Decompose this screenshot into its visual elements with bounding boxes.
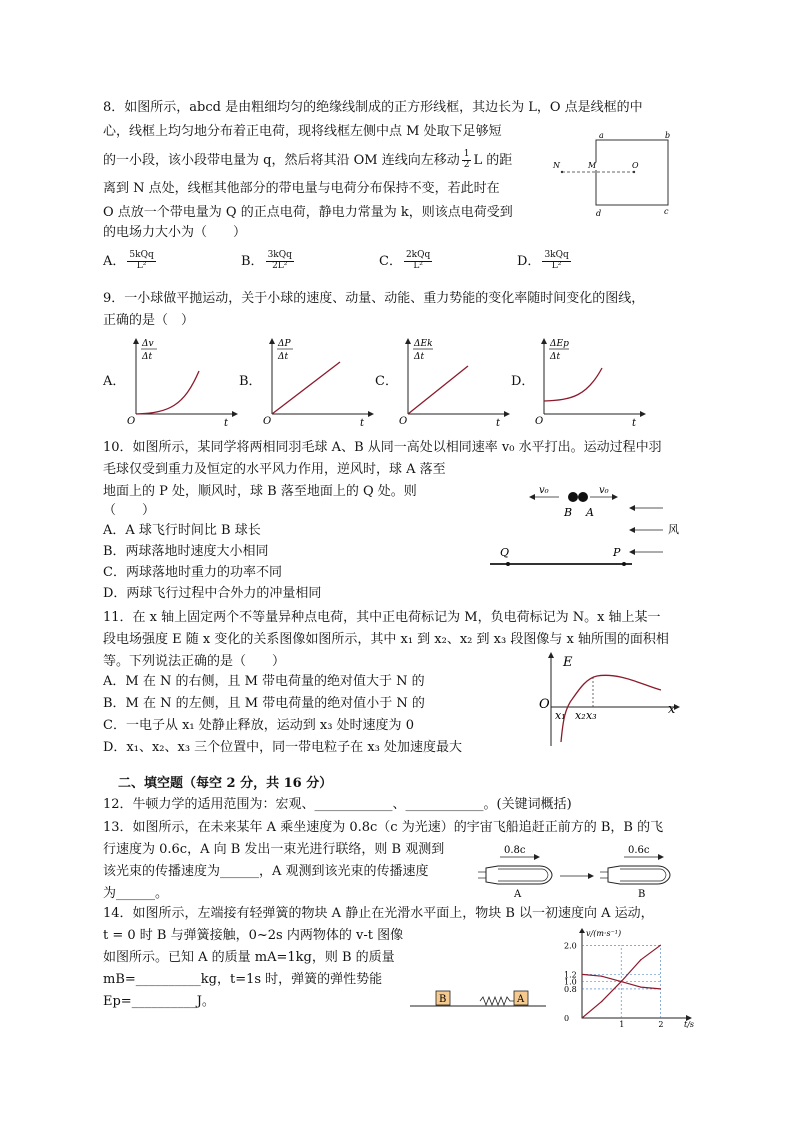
q12-text: 12．牛顿力学的适用范围为：宏观、____________、____________。(关键词概括) <box>103 797 572 812</box>
vt-point-B <box>660 988 661 989</box>
vt-y-arrow <box>579 928 585 933</box>
svg-text:0.6c: 0.6c <box>628 845 650 856</box>
label-d: d <box>596 209 602 218</box>
label-a: A <box>586 506 594 519</box>
point-n <box>561 171 563 173</box>
vt-point-B <box>640 986 641 987</box>
q14-spring-figure <box>410 988 550 1010</box>
vt-point-B <box>621 981 622 982</box>
q9-line1: 9．一小球做平抛运动，关于小球的速度、动量、动能、重力势能的变化率随时间变化的图线， <box>103 291 645 306</box>
q9-graph-b-label[interactable]: B． <box>239 374 262 389</box>
q9-graph-b <box>260 336 375 426</box>
q11-option-d[interactable]: D．x₁、x₂、x₃ 三个位置中，同一带电粒子在 x₃ 处加速度最大 <box>103 740 462 755</box>
q14-line1: 14．如图所示，左端接有轻弹簧的物块 A 静止在光滑水平面上，物块 B 以一初速度向 A 运动， <box>103 906 654 921</box>
q8-line6: 的电场力大小为（ ） <box>103 225 247 240</box>
q14-line3: 如图所示。已知 A 的质量 mA=1kg，则 B 的质量 <box>103 950 395 965</box>
point-o <box>633 171 635 173</box>
svg-text:x: x <box>668 702 676 717</box>
q8-line3 <box>103 150 512 171</box>
svg-text:B: B <box>638 889 646 900</box>
ball-b <box>568 492 578 502</box>
svg-text:Δv: Δv <box>142 339 154 349</box>
q14-line2: t = 0 时 B 与弹簧接触，0~2s 内两物体的 v-t 图像 <box>103 928 404 943</box>
q8-half-fraction: $\frac{1}{2}$ <box>463 149 470 170</box>
svg-text:t: t <box>496 418 501 426</box>
q10-line1: 10．如图所示，某同学将两相同羽毛球 A、B 从同一高处以相同速率 v₀ 水平打出。运动过程中羽 <box>103 440 662 455</box>
q10-option-b[interactable]: B．两球落地时速度大小相同 <box>103 544 269 559</box>
svg-text:v₀: v₀ <box>599 485 609 496</box>
square-frame <box>596 140 668 205</box>
q9-graph-c-label[interactable]: C． <box>375 374 398 389</box>
q13-line4: 为______。 <box>103 886 169 901</box>
vt-point-B <box>601 976 602 977</box>
q9-graph-c <box>396 336 511 426</box>
spaceship-a <box>478 866 552 884</box>
spaceship-b <box>600 866 670 884</box>
q11-field-graph <box>535 650 685 750</box>
svg-text:t: t <box>632 418 637 426</box>
svg-text:x₂: x₂ <box>575 709 586 722</box>
q9-graph-a-label[interactable]: A． <box>103 374 126 389</box>
vt-ytick-label: 1.2 <box>564 970 577 980</box>
q11-option-a[interactable]: A．M 在 N 的右侧，且 M 带电荷量的绝对值大于 N 的 <box>103 674 425 689</box>
svg-text:O: O <box>539 697 550 712</box>
q8-line1: 8．如图所示，abcd 是由粗细均匀的绝缘线制成的正方形线框，其边长为 L，O 点是线框的中 <box>103 100 643 115</box>
q10-line3: 地面上的 P 处，顺风时，球 B 落至地面上的 Q 处。则 <box>103 484 417 499</box>
q8-line2: 心，线框上均匀地分布着正电荷，现将线框左侧中点 M 处取下足够短 <box>103 124 502 139</box>
q9-line2: 正确的是（ ） <box>103 313 195 328</box>
svg-text:E: E <box>563 655 573 670</box>
q13-spaceship-figure <box>478 842 678 900</box>
vt-xtick-label: 2 <box>658 1020 664 1028</box>
svg-text:0.8c: 0.8c <box>504 845 526 856</box>
svg-text:x₁: x₁ <box>555 709 566 722</box>
curve-a <box>136 371 199 414</box>
q14-vt-chart <box>560 928 700 1028</box>
svg-text:t: t <box>360 418 365 426</box>
line-b <box>272 362 340 414</box>
label-q: Q <box>500 546 510 559</box>
svg-text:Δt: Δt <box>414 352 425 362</box>
q10-option-a[interactable]: A．A 球飞行时间比 B 球长 <box>103 523 261 538</box>
q13-line3: 该光束的传播速度为______，A 观测到该光束的传播速度 <box>103 864 429 879</box>
vt-point-A <box>640 959 641 960</box>
vt-xtick-label: 1 <box>619 1020 625 1028</box>
label-p: P <box>613 546 621 559</box>
q10-option-c[interactable]: C．两球落地时重力的功率不同 <box>103 565 282 580</box>
section2-heading: 二、填空题（每空 2 分，共 16 分） <box>118 776 333 791</box>
q8-line4: 离到 N 点处，线框其他部分的带电量与电荷分布保持不变，若此时在 <box>103 181 500 196</box>
q8-line3b: L 的距 <box>473 152 513 168</box>
ball-a <box>578 492 588 502</box>
vt-axes <box>564 928 695 1028</box>
label-m: M <box>588 161 597 170</box>
svg-text:A: A <box>517 994 525 1005</box>
vt-ytick-label: 0 <box>564 1014 570 1023</box>
q11-line2: 段电场强度 E 随 x 变化的关系图像如图所示，其中 x₁ 到 x₂、x₂ 到 x₃ 段图像与 x 轴所围的面积相 <box>103 632 669 647</box>
vt-point-A <box>601 1001 602 1002</box>
svg-text:O: O <box>263 416 272 426</box>
q10-line4: （ ） <box>103 503 156 518</box>
q9-graph-a <box>124 336 239 426</box>
vt-ytick-label: 2.0 <box>564 941 577 951</box>
svg-text:ΔEk: ΔEk <box>414 339 433 349</box>
q11-option-c[interactable]: C．一电子从 x₁ 处静止释放，运动到 x₃ 处时速度为 0 <box>103 718 414 733</box>
wind-label: 风 <box>668 523 679 536</box>
q14-line5: Ep=__________J。 <box>103 994 215 1009</box>
q8-option-c[interactable]: C． $\frac{\text{2kQq}}{\text{L²}}$ <box>379 250 431 271</box>
svg-text:A: A <box>514 889 522 900</box>
q14-line4: mB=__________kg，t=1s 时，弹簧的弹性势能 <box>103 972 383 987</box>
svg-text:ΔP: ΔP <box>278 339 291 349</box>
curve-d <box>544 368 602 401</box>
svg-text:Δt: Δt <box>278 352 289 362</box>
q13-line1: 13．如图所示，在未来某年 A 乘坐速度为 0.8c（c 为光速）的宇宙飞船追赶正前方的 B，B 的飞 <box>103 820 664 835</box>
vt-point-A <box>581 1017 582 1018</box>
svg-text:Δt: Δt <box>550 352 561 362</box>
q8-option-d[interactable]: D． $\frac{\text{3kQq}}{\text{L²}}$ <box>517 250 569 271</box>
q8-option-b[interactable]: B． $\frac{\text{3kQq}}{\text{2L²}}$ <box>241 250 292 271</box>
vt-ylabel: v/(m·s⁻¹) <box>586 929 622 938</box>
vt-xlabel: t/s <box>684 1020 695 1028</box>
vt-point-A <box>660 945 661 946</box>
q8-line5: O 点放一个带电量为 Q 的正点电荷，静电力常量为 k，则该点电荷受到 <box>103 205 513 220</box>
svg-text:t: t <box>224 418 229 426</box>
q11-line1: 11．在 x 轴上固定两个不等量异种点电荷，其中正电荷标记为 M，负电荷标记为 N。x 轴上某一 <box>103 610 661 625</box>
label-b: B <box>564 506 573 519</box>
q8-option-a[interactable]: A． $\frac{\text{5kQq}}{\text{L²}}$ <box>103 250 154 271</box>
q10-shuttlecock-figure <box>488 476 688 572</box>
svg-text:ΔEp: ΔEp <box>550 339 569 349</box>
svg-text:x₃: x₃ <box>586 709 597 722</box>
svg-text:O: O <box>535 416 544 426</box>
label-c: c <box>664 207 669 216</box>
vt-ytick-label: 0.8 <box>564 984 577 994</box>
spring <box>480 997 514 1005</box>
q11-option-b[interactable]: B．M 在 N 的左侧，且 M 带电荷量的绝对值小于 N 的 <box>103 696 425 711</box>
q9-graph-d <box>532 336 647 426</box>
label-n: N <box>553 161 560 170</box>
q13-line2: 行速度为 0.6c，A 向 B 发出一束光进行联络，则 B 观测到 <box>103 842 445 857</box>
q9-graph-d-label[interactable]: D． <box>511 374 535 389</box>
q10-option-d[interactable]: D．两球飞行过程中合外力的冲量相同 <box>103 586 322 601</box>
svg-text:Δt: Δt <box>142 352 153 362</box>
svg-text:v₀: v₀ <box>539 485 549 496</box>
vt-ytick-label: 1.0 <box>564 977 577 987</box>
svg-text:B: B <box>439 994 447 1005</box>
label-o: O <box>632 161 639 170</box>
line-c <box>408 366 468 414</box>
q11-line3: 等。下列说法正确的是（ ） <box>103 654 286 669</box>
vt-point-B <box>581 974 582 975</box>
q8-line3a: 的一小段，该小段带电量为 q，然后将其沿 OM 连线向左移动 <box>103 152 460 168</box>
svg-text:O: O <box>399 416 408 426</box>
label-a: a <box>599 131 604 140</box>
label-b: b <box>665 131 671 140</box>
q8-square-frame-figure <box>548 128 678 220</box>
q10-line2: 毛球仅受到重力及恒定的水平风力作用，逆风时，球 A 落至 <box>103 462 446 477</box>
svg-text:O: O <box>127 416 136 426</box>
